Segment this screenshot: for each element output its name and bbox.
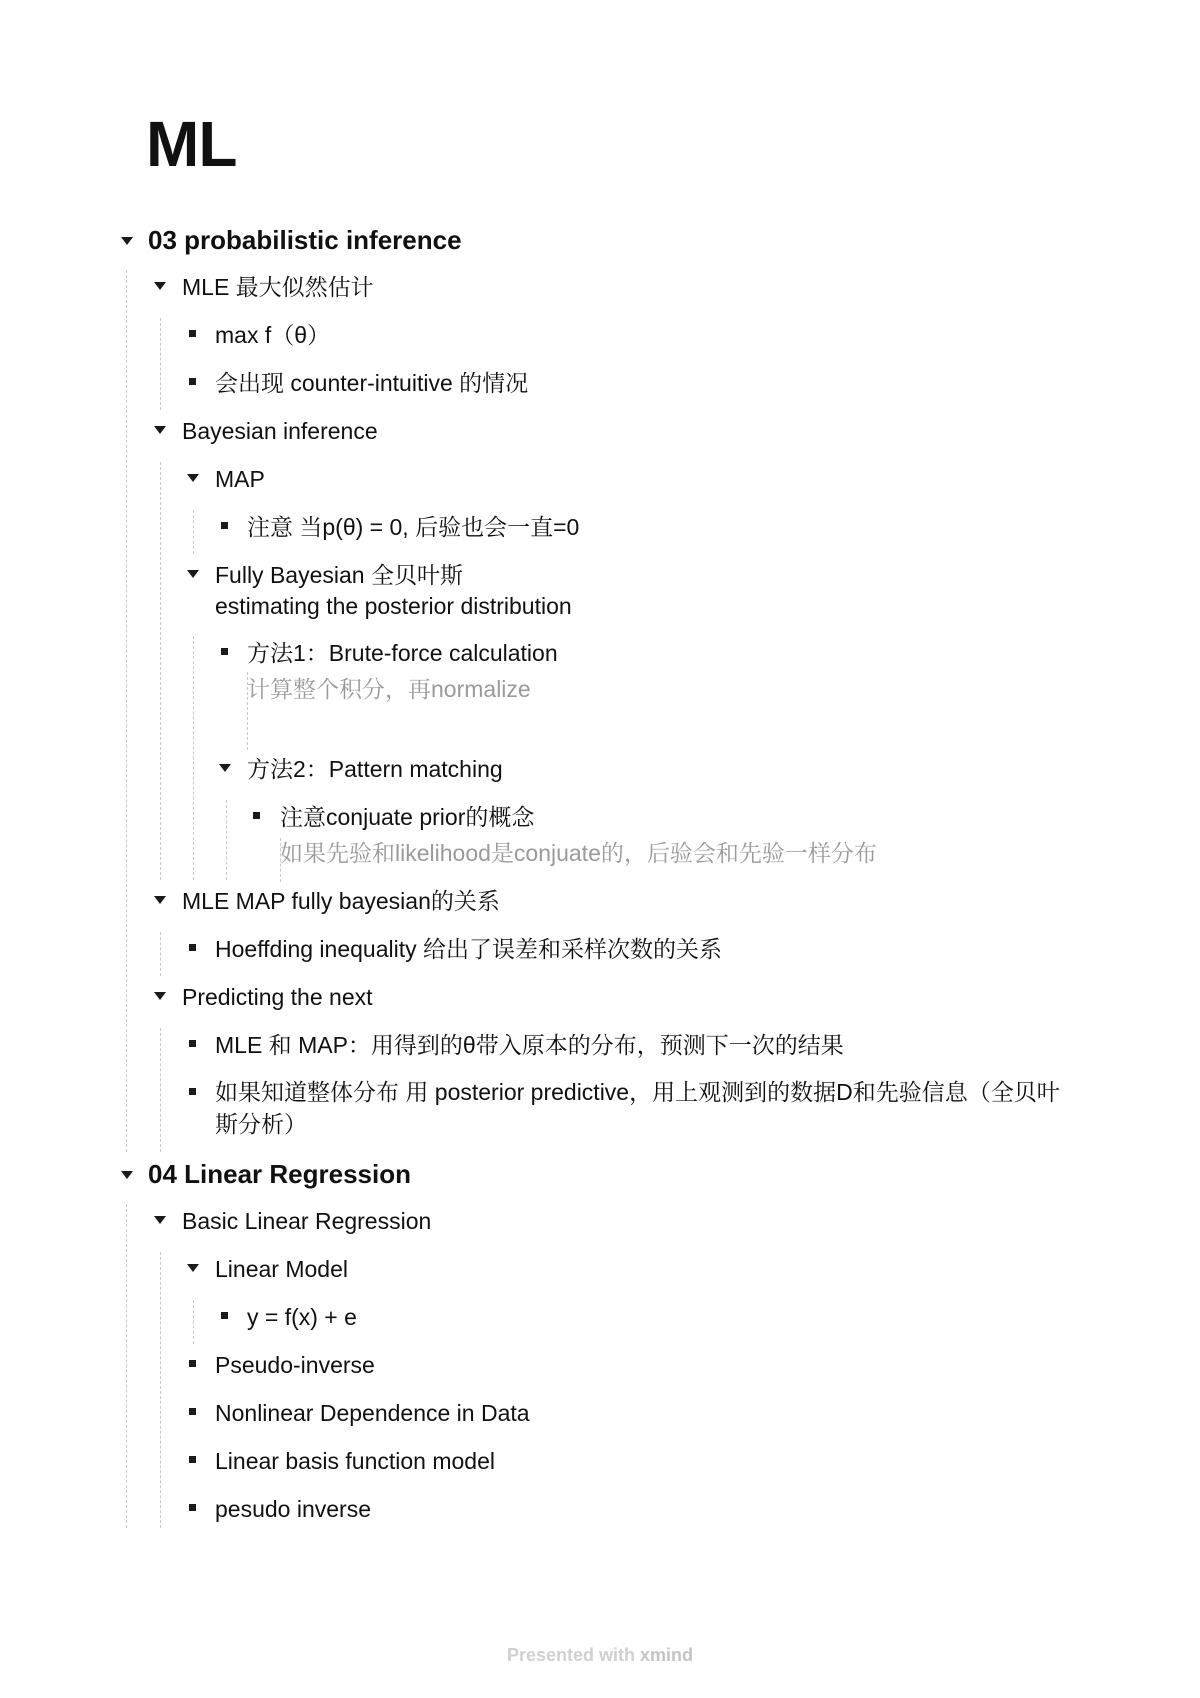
item-text: 会出现 counter-intuitive 的情况	[215, 370, 529, 396]
list-item	[0, 1300, 1200, 1348]
item-text: 方法1：Brute-force calculation	[247, 640, 558, 666]
topic-predicting	[0, 980, 1200, 1156]
list-item	[0, 932, 1200, 980]
list-item	[0, 1444, 1200, 1492]
method-1	[0, 636, 1200, 752]
page-title: ML	[146, 108, 237, 180]
footer-prefix: Presented with	[506, 1645, 635, 1665]
topic-label: Bayesian inference	[182, 418, 378, 444]
item-text: Linear basis function model	[215, 1448, 495, 1474]
list-item	[0, 510, 1200, 558]
item-text: 注意 当p(θ) = 0, 后验也会一直=0	[247, 514, 580, 540]
bullet-icon	[186, 932, 200, 962]
topic-relation	[0, 884, 1200, 980]
topic-label: Fully Bayesian 全贝叶斯	[215, 562, 463, 588]
list-item	[0, 1348, 1200, 1396]
bullet-icon	[186, 1348, 200, 1378]
topic-label: MAP	[215, 466, 265, 492]
collapse-caret-icon[interactable]	[186, 462, 200, 492]
bullet-icon	[186, 318, 200, 348]
collapse-caret-icon[interactable]	[120, 1159, 134, 1189]
collapse-caret-icon[interactable]	[153, 414, 167, 444]
bullet-icon	[186, 1444, 200, 1474]
topic-label: 方法2：Pattern matching	[247, 756, 503, 782]
method-2	[0, 752, 1200, 884]
item-text: Nonlinear Dependence in Data	[215, 1400, 530, 1426]
collapse-caret-icon[interactable]	[153, 1204, 167, 1234]
section-label: 04 Linear Regression	[148, 1159, 411, 1189]
bullet-icon	[186, 1076, 200, 1106]
topic-label: Linear Model	[215, 1256, 348, 1282]
bullet-icon	[218, 1300, 232, 1330]
collapse-caret-icon[interactable]	[153, 884, 167, 914]
bullet-icon	[186, 1028, 200, 1058]
bullet-icon	[250, 800, 264, 830]
topic-fully-bayesian	[0, 558, 1200, 884]
list-item	[0, 1396, 1200, 1444]
item-text: Hoeffding inequality 给出了误差和采样次数的关系	[215, 936, 722, 962]
collapse-caret-icon[interactable]	[218, 752, 232, 782]
list-item	[0, 318, 1200, 366]
collapse-caret-icon[interactable]	[153, 270, 167, 300]
collapse-caret-icon[interactable]	[186, 1252, 200, 1282]
topic-label: MLE 最大似然估计	[182, 274, 374, 300]
bullet-icon	[218, 510, 232, 540]
topic-basic-linear-regression	[0, 1204, 1200, 1532]
section-03	[0, 222, 1200, 1156]
bullet-icon	[186, 1492, 200, 1522]
list-item	[0, 1492, 1200, 1532]
item-text: Pseudo-inverse	[215, 1352, 375, 1378]
footer-watermark	[0, 1645, 1200, 1666]
topic-label: Basic Linear Regression	[182, 1208, 432, 1234]
list-item	[0, 366, 1200, 414]
item-text: pesudo inverse	[215, 1496, 371, 1522]
topic-note: 计算整个积分，再normalize	[247, 676, 531, 702]
section-label: 03 probabilistic inference	[148, 225, 462, 255]
collapse-caret-icon[interactable]	[153, 980, 167, 1010]
section-04	[0, 1156, 1200, 1532]
topic-label-line2: estimating the posterior distribution	[215, 593, 572, 619]
topic-mle	[0, 270, 1200, 414]
topic-linear-model	[0, 1252, 1200, 1348]
item-text: y = f(x) + e	[247, 1304, 357, 1330]
item-text: MLE 和 MAP：用得到的θ带入原本的分布，预测下一次的结果	[215, 1032, 844, 1058]
collapse-caret-icon[interactable]	[186, 558, 200, 588]
collapse-caret-icon[interactable]	[120, 225, 134, 255]
topic-label: MLE MAP fully bayesian的关系	[182, 888, 500, 914]
list-item	[0, 1028, 1200, 1076]
topic-label: Predicting the next	[182, 984, 373, 1010]
topic-map	[0, 462, 1200, 558]
list-item	[0, 800, 1200, 884]
list-item	[0, 1076, 1200, 1156]
bullet-icon	[218, 636, 232, 666]
bullet-icon	[186, 1396, 200, 1426]
xmind-logo: xmind	[640, 1645, 694, 1665]
item-text: 如果知道整体分布 用 posterior predictive，用上观测到的数据D和先验信息（全贝叶斯分析）	[215, 1079, 1060, 1137]
item-text: 注意conjuate prior的概念	[280, 804, 535, 830]
item-text: max f（θ）	[215, 322, 331, 348]
outline	[0, 222, 1200, 1532]
topic-note: 如果先验和likelihood是conjuate的，后验会和先验一样分布	[280, 840, 877, 866]
topic-bayesian	[0, 414, 1200, 884]
bullet-icon	[186, 366, 200, 396]
